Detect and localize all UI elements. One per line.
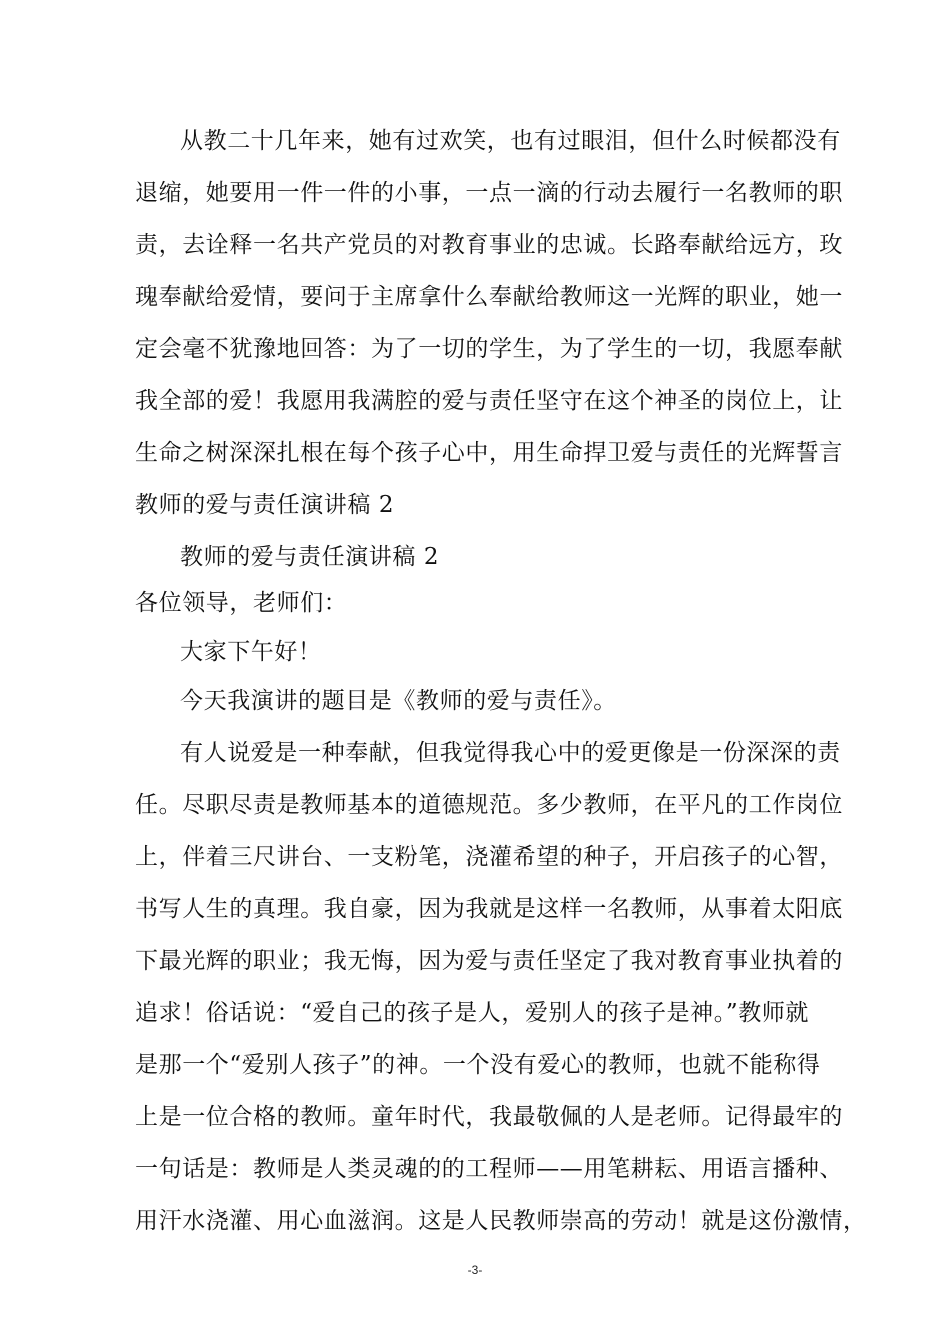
text-line: 追求！俗话说：“爱自己的孩子是人，爱别人的孩子是神。”教师就 [135, 1000, 810, 1026]
text-line: 任。尽职尽责是教师基本的道德规范。多少教师，在平凡的工作岗位 [135, 792, 843, 818]
text-line: 下最光辉的职业；我无悔，因为爱与责任坚定了我对教育事业执着的 [135, 948, 843, 974]
text-line: 上是一位合格的教师。童年时代，我最敬佩的人是老师。记得最牢的 [135, 1104, 843, 1130]
section-title: 教师的爱与责任演讲稿 2 [135, 492, 395, 518]
speech-topic: 今天我演讲的题目是《教师的爱与责任》。 [180, 688, 617, 714]
text-line: 我全部的爱！我愿用我满腔的爱与责任坚守在这个神圣的岗位上，让 [135, 388, 843, 414]
text-line: 是那一个“爱别人孩子”的神。一个没有爱心的教师，也就不能称得 [135, 1052, 821, 1078]
greeting: 大家下午好！ [180, 639, 322, 665]
text-line: 用汗水浇灌、用心血滋润。这是人民教师崇高的劳动！就是这份激情， [135, 1208, 867, 1234]
text-line: 责，去诠释一名共产党员的对教育事业的忠诚。长路奉献给远方，玫 [135, 232, 843, 258]
text-line: 生命之树深深扎根在每个孩子心中，用生命捍卫爱与责任的光辉誓言 [135, 440, 843, 466]
text-line: 有人说爱是一种奉献，但我觉得我心中的爱更像是一份深深的责 [180, 740, 841, 766]
text-line: 上，伴着三尺讲台、一支粉笔，浇灌希望的种子，开启孩子的心智， [135, 844, 843, 870]
text-line: 从教二十几年来，她有过欢笑，也有过眼泪，但什么时候都没有 [180, 128, 841, 154]
section-heading: 教师的爱与责任演讲稿 2 [180, 544, 440, 570]
page-number: -3- [467, 1263, 483, 1277]
text-line: 一句话是：教师是人类灵魂的的工程师——用笔耕耘、用语言播种、 [135, 1156, 843, 1182]
salutation: 各位领导，老师们： [135, 590, 348, 616]
text-line: 书写人生的真理。我自豪，因为我就是这样一名教师，从事着太阳底 [135, 896, 843, 922]
text-line: 退缩，她要用一件一件的小事，一点一滴的行动去履行一名教师的职 [135, 180, 843, 206]
text-line: 定会毫不犹豫地回答：为了一切的学生，为了学生的一切，我愿奉献 [135, 336, 843, 362]
text-line: 瑰奉献给爱情，要问于主席拿什么奉献给教师这一光辉的职业，她一 [135, 284, 843, 310]
